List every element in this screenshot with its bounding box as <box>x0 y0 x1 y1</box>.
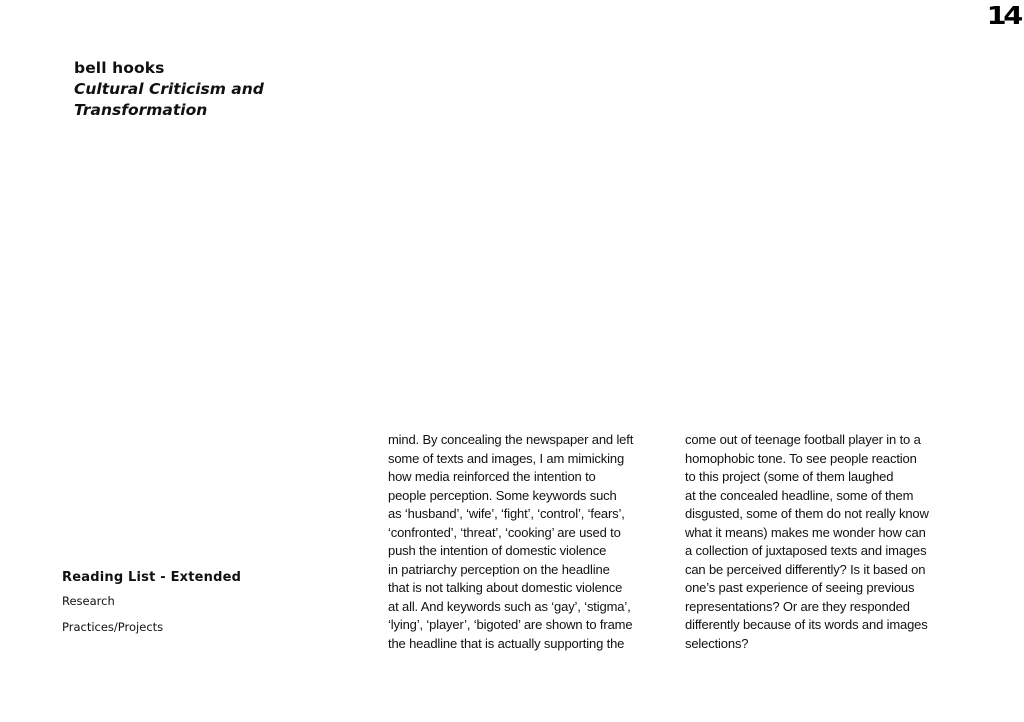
body-column-2 <box>685 431 985 653</box>
body-line: come out of teenage football player in to a <box>685 432 921 447</box>
body-line: can be perceived differently? Is it based on <box>685 561 926 577</box>
body-line: disgusted, some of them do not really know <box>685 506 929 521</box>
book-title: Cultural Criticism and Transformation <box>74 80 264 119</box>
body-line: representations? Or are they responded <box>685 598 910 614</box>
body-line: ‘lying’, ‘player’, ‘bigoted’ are shown to frame <box>388 617 633 632</box>
author-name: bell hooks <box>74 59 165 77</box>
body-line: one’s past experience of seeing previous <box>685 580 915 595</box>
page-number: 14 <box>986 1 1020 30</box>
body-line: a collection of juxtaposed texts and images <box>685 543 927 558</box>
body-line: differently because of its words and images <box>685 617 928 632</box>
body-line: how media reinforced the intention to <box>388 469 596 484</box>
body-line: ‘confronted’, ‘threat’, ‘cooking’ are used to <box>388 524 621 540</box>
body-line: to this project (some of them laughed <box>685 469 894 484</box>
body-line: mind. By concealing the newspaper and left <box>388 432 634 447</box>
body-line: some of texts and images, I am mimicking <box>388 450 625 466</box>
nav-heading: Reading List - Extended <box>62 570 242 585</box>
page-header <box>74 58 334 121</box>
body-column-1 <box>388 431 688 653</box>
body-line: as ‘husband’, ‘wife’, ‘fight’, ‘control’, ‘fears’, <box>388 506 625 521</box>
body-line: what it means) makes me wonder how can <box>685 524 926 540</box>
body-line: people perception. Some keywords such <box>388 487 617 503</box>
body-line: in patriarchy perception on the headline <box>388 561 610 577</box>
body-line: that is not talking about domestic violence <box>388 580 623 595</box>
nav-link-practices-projects[interactable]: Practices/Projects <box>62 620 164 634</box>
body-line: at all. And keywords such as ‘gay’, ‘stigma’, <box>388 598 631 614</box>
body-line: homophobic tone. To see people reaction <box>685 450 917 466</box>
body-line: selections? <box>685 635 749 651</box>
body-line: the headline that is actually supporting the <box>388 635 625 651</box>
nav-link-research[interactable]: Research <box>62 594 115 608</box>
reading-list-nav <box>62 569 322 646</box>
body-line: at the concealed headline, some of them <box>685 487 914 503</box>
body-line: push the intention of domestic violence <box>388 543 607 558</box>
